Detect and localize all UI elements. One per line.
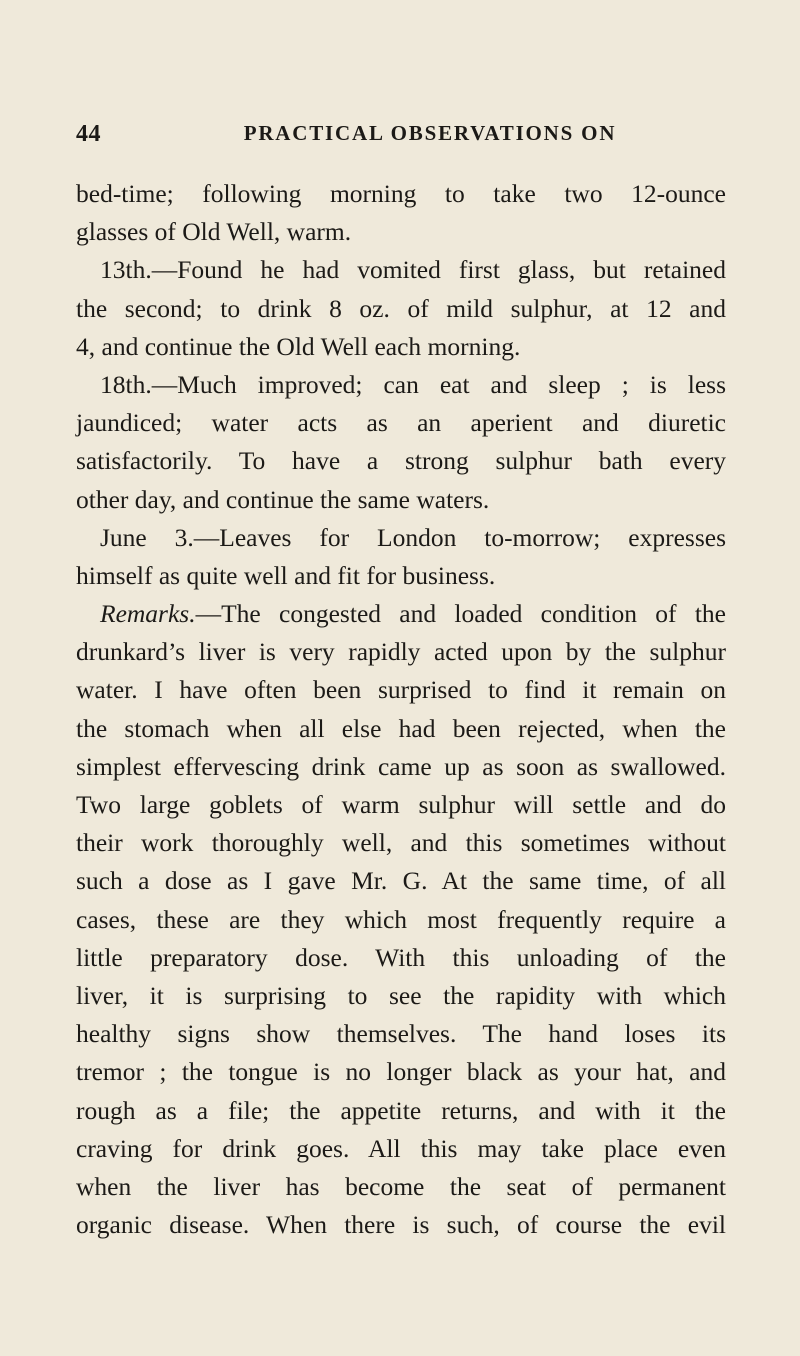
text-line: glasses of Old Well, warm. <box>76 217 352 247</box>
text-line: simplest effervescing drink came up as soon as swallowed. <box>76 751 726 781</box>
text-line: other day, and continue the same waters. <box>76 484 490 514</box>
text-line: June 3.—Leaves for London to-morrow; expresses <box>100 522 726 552</box>
text-line: organic disease. When there is such, of course the evil <box>76 1210 726 1240</box>
text-line: when the liver has become the seat of permanent <box>76 1171 726 1201</box>
text-line: himself as quite well and fit for business. <box>76 560 496 590</box>
text-line: the stomach when all else had been rejected, when the <box>76 713 726 743</box>
text-line: satisfactorily. To have a strong sulphur bath every <box>76 446 726 476</box>
page-number: 44 <box>76 121 101 147</box>
text-line: water. I have often been surprised to find it remain on <box>76 675 726 705</box>
text-line: Two large goblets of warm sulphur will settle and do <box>76 790 726 819</box>
body-text <box>76 175 726 1244</box>
text-line: bed-time; following morning to take two 12-ounce <box>76 179 726 208</box>
text-line: their work thoroughly well, and this sometimes without <box>76 828 726 858</box>
text-line: little preparatory dose. With this unloading of the <box>76 942 726 972</box>
text-line <box>76 595 726 633</box>
text-line: the second; to drink 8 oz. of mild sulphur, at 12 and <box>76 293 726 323</box>
running-head: PRACTICAL OBSERVATIONS ON <box>243 121 617 145</box>
text-line: cases, these are they which most frequently require a <box>76 904 726 934</box>
remarks-heading: Remarks. <box>100 599 196 629</box>
page-header <box>0 121 800 161</box>
text-line: 4, and continue the Old Well each morning. <box>76 331 521 361</box>
text-line: such a dose as I gave Mr. G. At the same time, of all <box>76 866 726 896</box>
text-line: tremor ; the tongue is no longer black as your hat, and <box>76 1057 726 1087</box>
text-line: rough as a file; the appetite returns, and with it the <box>76 1095 726 1125</box>
text-line: jaundiced; water acts as an aperient and diuretic <box>76 408 726 438</box>
text-line: 18th.—Much improved; can eat and sleep ; is less <box>100 369 726 399</box>
text-line: 13th.—Found he had vomited first glass, but retained <box>100 255 726 285</box>
text-line: liver, it is surprising to see the rapidity with which <box>76 980 726 1010</box>
text-line: craving for drink goes. All this may take place even <box>76 1133 726 1163</box>
remarks-text: —The congested and loaded condition of the <box>195 599 726 629</box>
text-line: drunkard’s liver is very rapidly acted upon by the sulphur <box>76 637 726 667</box>
text-line: healthy signs show themselves. The hand loses its <box>76 1019 726 1049</box>
